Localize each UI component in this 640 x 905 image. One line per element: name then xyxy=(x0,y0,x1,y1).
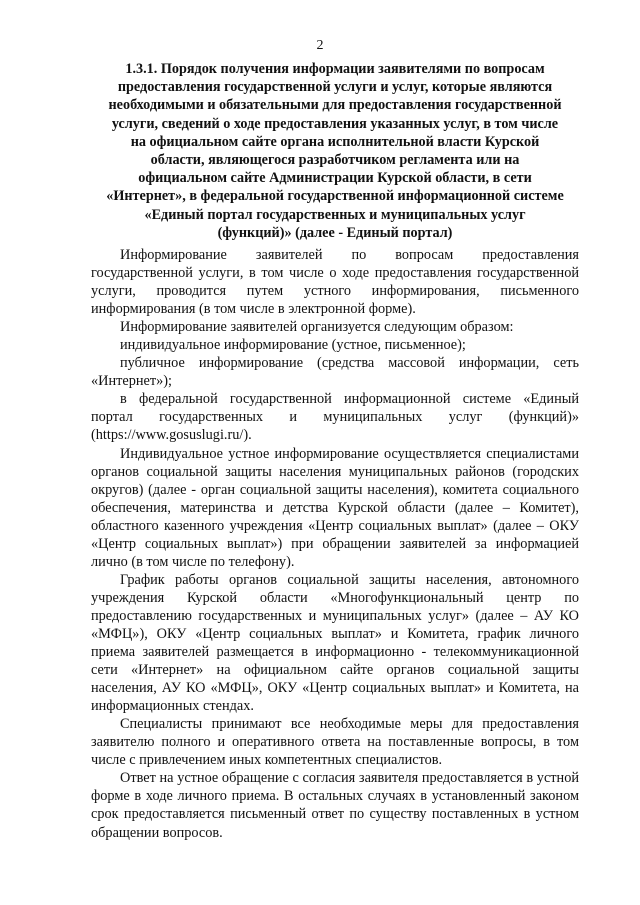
paragraph: Индивидуальное устное информирование осуществляется специалистами органов социальной защиты населения муниципальных районов (городских округов) (далее - орган социальной защиты населения), комитета социального обеспечения, материнства и детства Курской области (далее – Комитет), областного казенного учреждения «Центр социальных выплат» (далее – ОКУ «Центр социальных выплат») при обращении заявителей за информацией лично (в том числе по телефону). xyxy=(91,445,579,570)
heading-line: области, являющегося разработчиком регламента или на xyxy=(150,152,520,169)
heading-line: «Единый портал государственных и муниципальных услуг xyxy=(144,206,526,223)
page-number: 2 xyxy=(316,38,324,53)
heading-line: предоставления государственной услуги и услуг, которые являются xyxy=(117,79,553,96)
heading-line: официальном сайте Администрации Курской области, в сети xyxy=(138,170,532,187)
paragraph: Специалисты принимают все необходимые меры для предоставления заявителю полного и оперативного ответа на поставленные вопросы, в том числе с привлечением иных компетентных специалистов. xyxy=(91,716,579,769)
paragraph: График работы органов социальной защиты населения, автономного учреждения Курской области «Многофункциональный центр по предоставлению государственных и муниципальных услуг» (далее – АУ КО «МФЦ»), ОКУ «Центр социальных выплат» и Комитета, график личного приема заявителей размещается в информационно - телекоммуникационной сети «Интернет» на официальном сайте органов социальной защиты населения, АУ КО «МФЦ», ОКУ «Центр социальных выплат» и Комитета, на информационных стендах. xyxy=(91,571,579,715)
document-body xyxy=(91,246,579,842)
heading-line: 1.3.1. Порядок получения информации заявителями по вопросам xyxy=(125,61,545,77)
heading-line: «Интернет», в федеральной государственной информационной системе xyxy=(106,188,564,205)
section-heading xyxy=(92,60,578,242)
heading-line: (функций)» (далее - Единый портал) xyxy=(217,224,453,241)
paragraph: Ответ на устное обращение с согласия заявителя предоставляется в устной форме в ходе личного приема. В остальных случаях в установленный законом срок предоставляется письменный ответ по существу поставленных в устном обращении вопросов. xyxy=(91,770,579,841)
paragraph: в федеральной государственной информационной системе «Единый портал государственных и муниципальных услуг (функций)» (https://www.gosuslugi.ru/). xyxy=(91,391,579,444)
heading-line: на официальном сайте органа исполнительной власти Курской xyxy=(130,133,540,150)
paragraph: Информирование заявителей организуется следующим образом: xyxy=(120,319,514,336)
heading-line: необходимыми и обязательными для предоставления государственной xyxy=(108,97,562,114)
paragraph: публичное информирование (средства массовой информации, сеть «Интернет»); xyxy=(91,355,579,390)
paragraph: индивидуальное информирование (устное, письменное); xyxy=(120,337,466,354)
heading-line: услуги, сведений о ходе предоставления указанных услуг, в том числе xyxy=(111,115,559,132)
paragraph: Информирование заявителей по вопросам предоставления государственной услуги, в том числе о ходе предоставления государственной услуги, проводится путем устного информирования, письменного информирования (в том числе в электронной форме). xyxy=(91,247,579,318)
